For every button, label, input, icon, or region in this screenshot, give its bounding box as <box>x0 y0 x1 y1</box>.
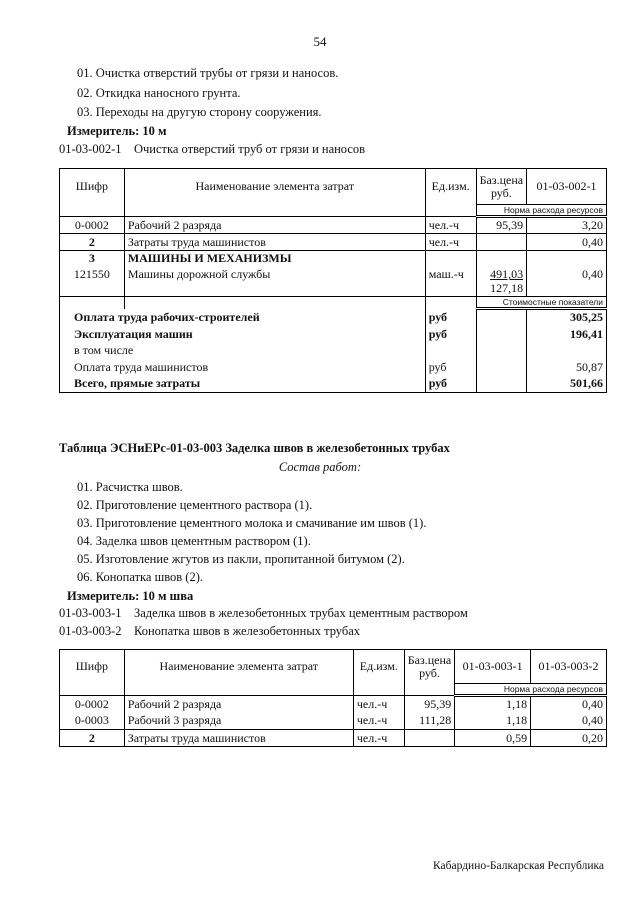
code-line: 01-03-003-1 Заделка швов в железобетонных трубах цементным раствором <box>59 606 468 620</box>
intro-item: 02. Откидка наносного грунта. <box>77 86 241 100</box>
row-code: 0-0003 <box>60 713 125 730</box>
row-value-2: 0,20 <box>531 730 607 747</box>
row-name: Машины дорожной службы <box>124 267 425 297</box>
page-number: 54 <box>313 34 327 49</box>
row-name: Рабочий 2 разряда <box>124 696 353 713</box>
cost-name: Оплата труда машинистов <box>60 359 426 376</box>
work-item: 03. Приготовление цементного молока и смачивание им швов (1). <box>77 516 427 530</box>
row-value-1: 0,59 <box>455 730 531 747</box>
row-price <box>476 234 526 251</box>
row-price: 95,39 <box>476 217 526 234</box>
header-unit: Ед.изм. <box>353 650 404 684</box>
header-col: 01-03-002-1 <box>527 169 607 205</box>
cost-value: 50,87 <box>527 359 607 376</box>
row-name: Рабочий 2 разряда <box>124 217 425 234</box>
row-unit: маш.-ч <box>425 267 476 297</box>
cost-unit: руб <box>425 376 476 393</box>
row-code: 2 <box>60 234 125 251</box>
code-line: 01-03-003-2 Конопатка швов в железобетонных трубах <box>59 624 361 638</box>
cost-unit: руб <box>425 326 476 343</box>
norm-label: Норма расхода ресурсов <box>455 684 607 696</box>
norm-label: Норма расхода ресурсов <box>476 205 606 217</box>
row-name: Затраты труда машинистов <box>124 730 353 747</box>
row-price-cell <box>476 267 526 297</box>
cost-name: Всего, прямые затраты <box>60 376 426 393</box>
row-name: Затраты труда машинистов <box>124 234 425 251</box>
header-code: Шифр <box>60 169 125 205</box>
header-name: Наименование элемента затрат <box>124 169 425 205</box>
header-unit: Ед.изм. <box>425 169 476 205</box>
row-value-1: 1,18 <box>455 713 531 730</box>
composition-title: Состав работ: <box>278 460 362 474</box>
cost-unit: руб <box>425 359 476 376</box>
row-value: 0,40 <box>527 267 607 297</box>
row-value: 3,20 <box>527 217 607 234</box>
row-value: 0,40 <box>527 234 607 251</box>
measure-label: Измеритель: 10 м <box>67 124 167 138</box>
intro-item: 01. Очистка отверстий трубы от грязи и наносов. <box>77 66 339 80</box>
table-title: Таблица ЭСНиЕРс-01-03-003 Заделка швов в железобетонных трубах <box>59 441 450 455</box>
row-code: 121550 <box>60 267 125 297</box>
cost-label: Стоимостные показатели <box>476 297 606 309</box>
resource-table-1 <box>59 168 607 393</box>
row-value-1: 1,18 <box>455 696 531 713</box>
row-price-secondary: 127,18 <box>490 281 524 296</box>
row-code: 2 <box>60 730 125 747</box>
row-price: 491,03 <box>490 267 524 282</box>
header-col-2: 01-03-003-2 <box>531 650 607 684</box>
row-code: 0-0002 <box>60 217 125 234</box>
row-unit: чел.-ч <box>353 713 404 730</box>
intro-item: 03. Переходы на другую сторону сооружения. <box>77 105 322 119</box>
header-name: Наименование элемента затрат <box>124 650 353 684</box>
row-price <box>404 730 454 747</box>
cost-name: Оплата труда рабочих-строителей <box>60 309 426 326</box>
cost-value: 305,25 <box>527 309 607 326</box>
row-price: 95,39 <box>404 696 454 713</box>
row-price: 111,28 <box>404 713 454 730</box>
footer-region: Кабардино-Балкарская Республика <box>433 860 604 872</box>
work-item: 05. Изготовление жгутов из пакли, пропитанной битумом (2). <box>77 552 405 566</box>
row-name: МАШИНЫ И МЕХАНИЗМЫ <box>124 251 425 267</box>
row-unit: чел.-ч <box>353 696 404 713</box>
resource-table-2 <box>59 649 607 747</box>
row-unit: чел.-ч <box>425 217 476 234</box>
work-item: 02. Приготовление цементного раствора (1). <box>77 498 313 512</box>
row-value-2: 0,40 <box>531 696 607 713</box>
row-value-2: 0,40 <box>531 713 607 730</box>
cost-value: 196,41 <box>527 326 607 343</box>
header-code: Шифр <box>60 650 125 684</box>
row-name: Рабочий 3 разряда <box>124 713 353 730</box>
header-col-1: 01-03-003-1 <box>455 650 531 684</box>
measure-label: Измеритель: 10 м шва <box>67 589 194 603</box>
cost-name: Эксплуатация машин <box>60 326 426 343</box>
work-item: 06. Конопатка швов (2). <box>77 570 204 584</box>
row-code: 0-0002 <box>60 696 125 713</box>
cost-unit: руб <box>425 309 476 326</box>
code-line: 01-03-002-1 Очистка отверстий труб от грязи и наносов <box>59 142 366 156</box>
cost-value: 501,66 <box>527 376 607 393</box>
row-unit: чел.-ч <box>425 234 476 251</box>
work-item: 04. Заделка швов цементным раствором (1). <box>77 534 311 548</box>
header-price: Баз.цена руб. <box>404 650 454 684</box>
row-code: 3 <box>60 251 125 267</box>
work-item: 01. Расчистка швов. <box>77 480 183 494</box>
header-price: Баз.цена руб. <box>476 169 526 205</box>
row-unit: чел.-ч <box>353 730 404 747</box>
cost-name: в том числе <box>60 343 426 359</box>
